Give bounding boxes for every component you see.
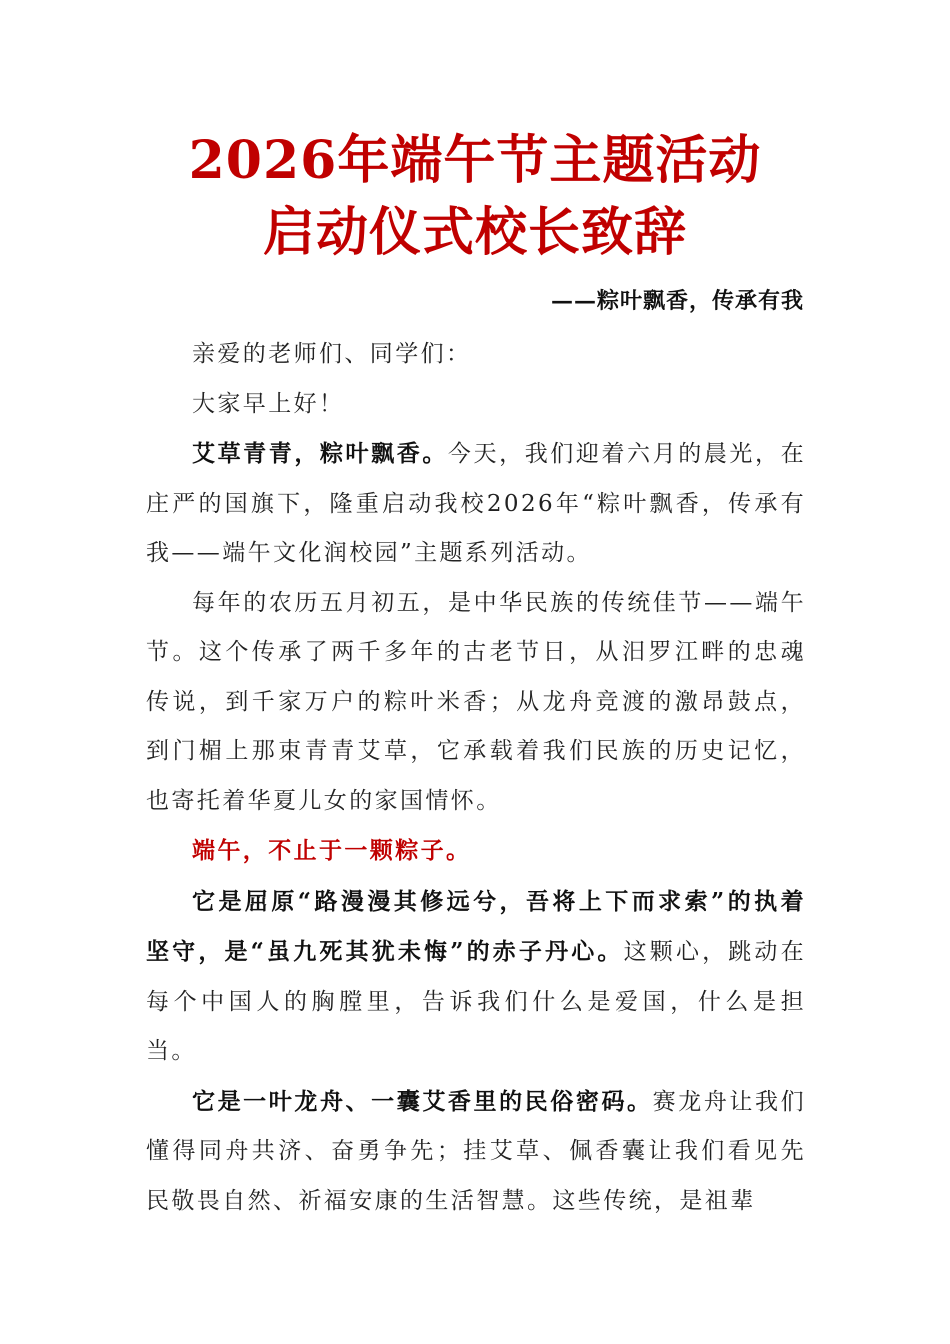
good-morning-paragraph: 大家早上好！	[192, 390, 345, 417]
quyuan-paragraph	[146, 877, 806, 1077]
greeting-paragraph: 亲爱的老师们、同学们：	[192, 341, 472, 367]
opening-paragraph	[146, 429, 806, 579]
quyuan-text: 这颗心，跳动在每个中国人的胸膛里，告诉我们什么是爱国，什么是担当。	[146, 939, 806, 1064]
document-subtitle: ——粽叶飘香，传承有我	[550, 288, 804, 314]
folk-custom-paragraph	[146, 1077, 806, 1227]
document-body	[146, 330, 806, 1226]
red-heading: 端午，不止于一颗粽子。	[192, 837, 472, 864]
folk-custom-text: 赛龙舟让我们懂得同舟共济、奋勇争先；挂艾草、佩香囊让我们看见先民敬畏自然、祈福安康的生活智慧。这些传统，是祖辈	[146, 1088, 806, 1214]
red-heading-paragraph	[146, 826, 806, 877]
document-title-line-1: 2026年端午节主题活动	[188, 130, 762, 191]
opening-bold-lead: 艾草青青，粽叶飘香。	[192, 440, 448, 467]
opening-text: 今天，我们迎着六月的晨光，在庄严的国旗下，隆重启动我校2026年“粽叶飘香，传承有我——端午文化润校园”主题系列活动。	[146, 441, 807, 566]
festival-intro-paragraph: 每年的农历五月初五，是中华民族的传统佳节——端午节。这个传承了两千多年的古老节日，从汨罗江畔的忠魂传说，到千家万户的粽叶米香；从龙舟竞渡的激昂鼓点，到门楣上那束青青艾草，它承载着我们民族的历史记忆，也寄托着华夏儿女的家国情怀。	[146, 589, 806, 814]
quyuan-bold-lead: 它是屈原“路漫漫其修远兮，吾将上下而求索”的执着坚守，是“虽九死其犹未悔”的赤子丹心。	[146, 887, 806, 965]
document-title-line-2: 启动仪式校长致辞	[262, 202, 687, 263]
folk-custom-bold-lead: 它是一叶龙舟、一囊艾香里的民俗密码。	[192, 1087, 653, 1115]
